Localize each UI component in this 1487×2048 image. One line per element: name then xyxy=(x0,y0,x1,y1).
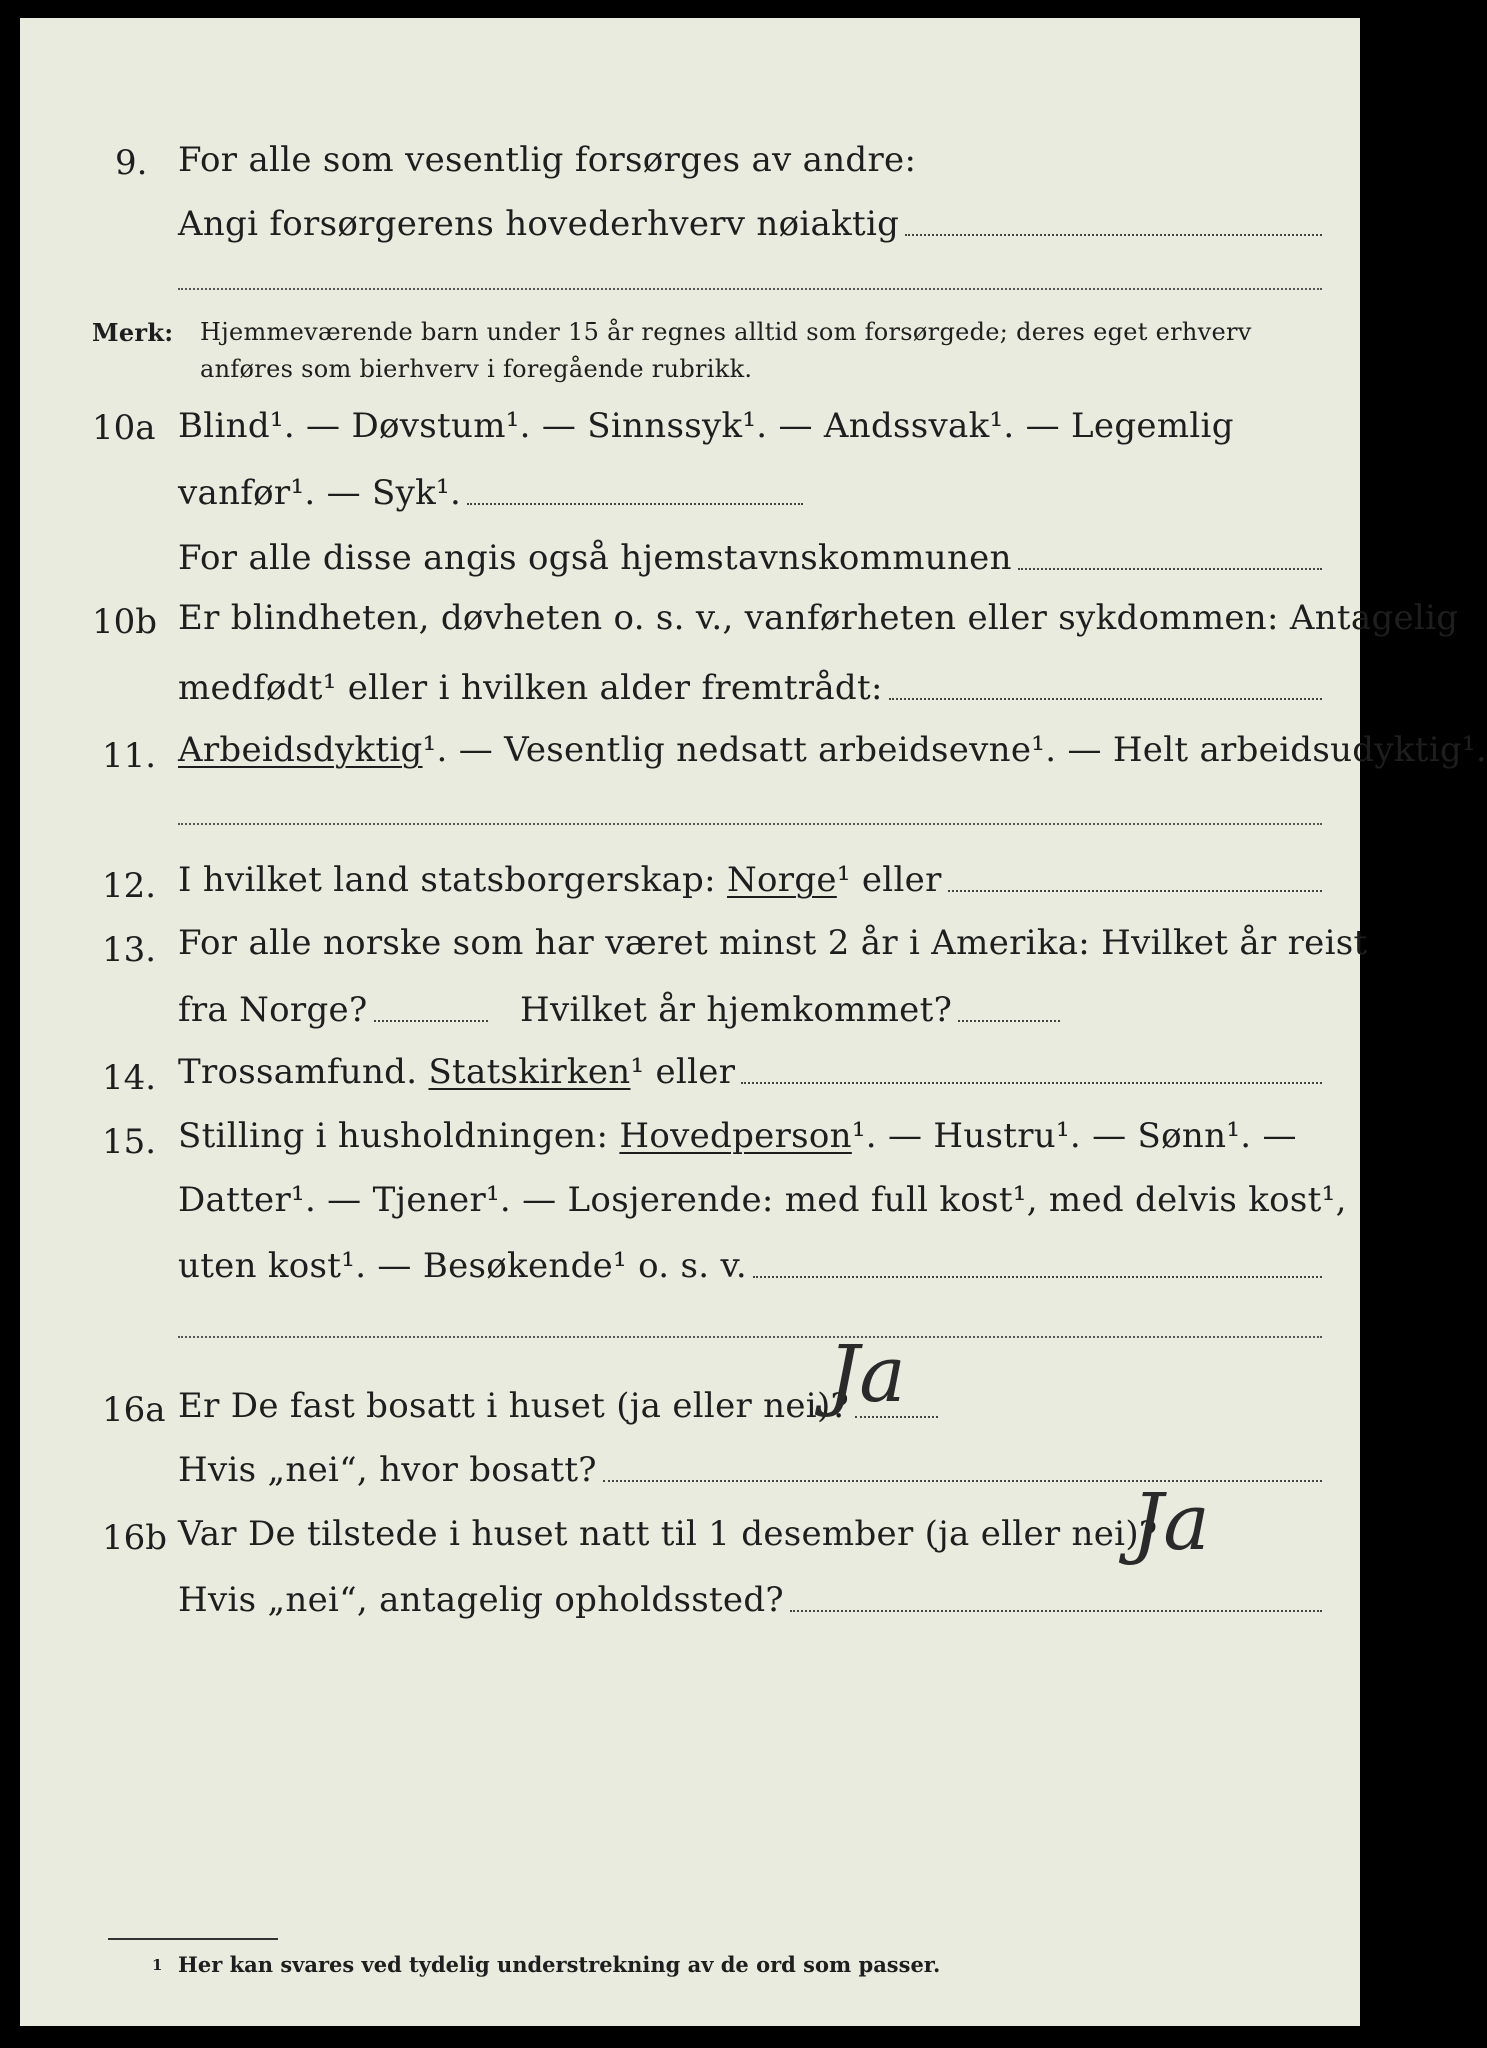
q15-line1a: Stilling i husholdningen: xyxy=(178,1116,609,1156)
q13-line1: For alle norske som har været minst 2 år i Amerika: Hvilket år reist xyxy=(178,923,1368,963)
q16b-row2 xyxy=(178,1580,1322,1620)
q11-rest: ¹. — Vesentlig nedsatt arbeidsevne¹. — Helt arbeidsudyktig¹. xyxy=(422,730,1487,770)
q11-answer-line[interactable] xyxy=(178,823,1322,825)
q12-text: I hvilket land statsborgerskap: xyxy=(178,860,716,900)
question-number-12: 12. xyxy=(102,866,157,906)
q12-row xyxy=(178,860,1322,900)
q15-extra-answer-line[interactable] xyxy=(178,1336,1322,1338)
q15-line3: uten kost¹. — Besøkende¹ o. s. v. xyxy=(178,1246,748,1286)
q12-answer-line[interactable] xyxy=(948,890,1322,892)
q10a-line1: Blind¹. — Døvstum¹. — Sinnssyk¹. — Andssvak¹. — Legemlig xyxy=(178,406,1234,446)
q10a-hjemstavn-line[interactable] xyxy=(1018,568,1322,570)
q13-row2a xyxy=(178,990,488,1030)
q13-hjemkommet-line[interactable] xyxy=(958,1020,1060,1022)
q16a-handwritten-answer: Ja xyxy=(828,1330,906,1420)
footnote-rule xyxy=(108,1938,278,1940)
question-number-16b: 16b xyxy=(102,1518,168,1558)
q9-line1: For alle som vesentlig forsørges av andre: xyxy=(178,140,917,180)
q15-answer-line[interactable] xyxy=(753,1276,1322,1278)
footnote-mark: 1 xyxy=(152,1956,163,1974)
q15-line1b: ¹. — Hustru¹. — Sønn¹. — xyxy=(851,1116,1297,1156)
q11-line xyxy=(178,730,1487,770)
q10b-line2: medfødt¹ eller i hvilken alder fremtrådt: xyxy=(178,668,883,708)
q14-text: Trossamfund. xyxy=(178,1052,418,1092)
q10a-answer-line[interactable] xyxy=(467,503,803,505)
q13-line2b: Hvilket år hjemkommet? xyxy=(520,990,953,1030)
question-number-10b: 10b xyxy=(92,602,158,642)
merk-line1: Hjemmeværende barn under 15 år regnes alltid som forsørgede; deres eget erhverv xyxy=(200,318,1252,346)
q15-row3 xyxy=(178,1246,1322,1286)
q16b-handwritten-answer: Ja xyxy=(1132,1478,1210,1568)
q10b-row2 xyxy=(178,668,1322,708)
question-number-11: 11. xyxy=(102,736,157,776)
q11-option-arbeidsdyktig[interactable]: Arbeidsdyktig xyxy=(178,730,423,770)
q10a-line3: For alle disse angis også hjemstavnskommunen xyxy=(178,538,1012,578)
census-form-page xyxy=(20,18,1487,2026)
q10b-line1: Er blindheten, døvheten o. s. v., vanførheten eller sykdommen: Antagelig xyxy=(178,598,1459,638)
q16a-line1: Er De fast bosatt i huset (ja eller nei)? xyxy=(178,1386,850,1426)
footnote-text: Her kan svares ved tydelig understrekning av de ord som passer. xyxy=(178,1952,941,1977)
question-number-9: 9. xyxy=(115,143,148,183)
q16b-line2: Hvis „nei“, antagelig opholdssted? xyxy=(178,1580,784,1620)
q15-option-hovedperson[interactable]: Hovedperson xyxy=(619,1116,852,1156)
q16b-opholdssted-line[interactable] xyxy=(790,1610,1322,1612)
question-number-16a: 16a xyxy=(102,1390,166,1430)
merk-line2: anføres som bierhverv i foregående rubrikk. xyxy=(200,355,753,383)
question-number-13: 13. xyxy=(102,930,157,970)
q14-row xyxy=(178,1052,1322,1092)
q10b-answer-line[interactable] xyxy=(889,698,1322,700)
q9-line2: Angi forsørgerens hovederhverv nøiaktig xyxy=(178,204,900,244)
question-number-10a: 10a xyxy=(92,408,156,448)
q9-answer-line[interactable] xyxy=(905,234,1322,236)
q16a-row1 xyxy=(178,1386,938,1426)
q12-option-norge[interactable]: Norge xyxy=(726,860,837,900)
q9-row2 xyxy=(178,204,1322,244)
q12-after: ¹ eller xyxy=(836,860,942,900)
q16b-line1: Var De tilstede i huset natt til 1 desember (ja eller nei)? xyxy=(178,1514,1158,1554)
q14-answer-line[interactable] xyxy=(741,1082,1322,1084)
q10a-line2: vanfør¹. — Syk¹. xyxy=(178,473,462,513)
q13-row2b xyxy=(520,990,1060,1030)
question-number-15: 15. xyxy=(102,1122,157,1162)
q16a-line2: Hvis „nei“, hvor bosatt? xyxy=(178,1450,597,1490)
q10a-row2 xyxy=(178,473,803,513)
q14-option-statskirken[interactable]: Statskirken xyxy=(428,1052,631,1092)
q15-line1 xyxy=(178,1116,1297,1156)
merk-label: Merk: xyxy=(92,318,174,347)
q9-extra-answer-line[interactable] xyxy=(178,288,1322,290)
q16a-bosatt-line[interactable] xyxy=(603,1480,1322,1482)
q14-after: ¹ eller xyxy=(630,1052,736,1092)
q15-line2: Datter¹. — Tjener¹. — Losjerende: med full kost¹, med delvis kost¹, xyxy=(178,1180,1347,1220)
q13-reist-line[interactable] xyxy=(374,1020,488,1022)
q13-line2a: fra Norge? xyxy=(178,990,368,1030)
q10a-row3 xyxy=(178,538,1322,578)
question-number-14: 14. xyxy=(102,1058,157,1098)
